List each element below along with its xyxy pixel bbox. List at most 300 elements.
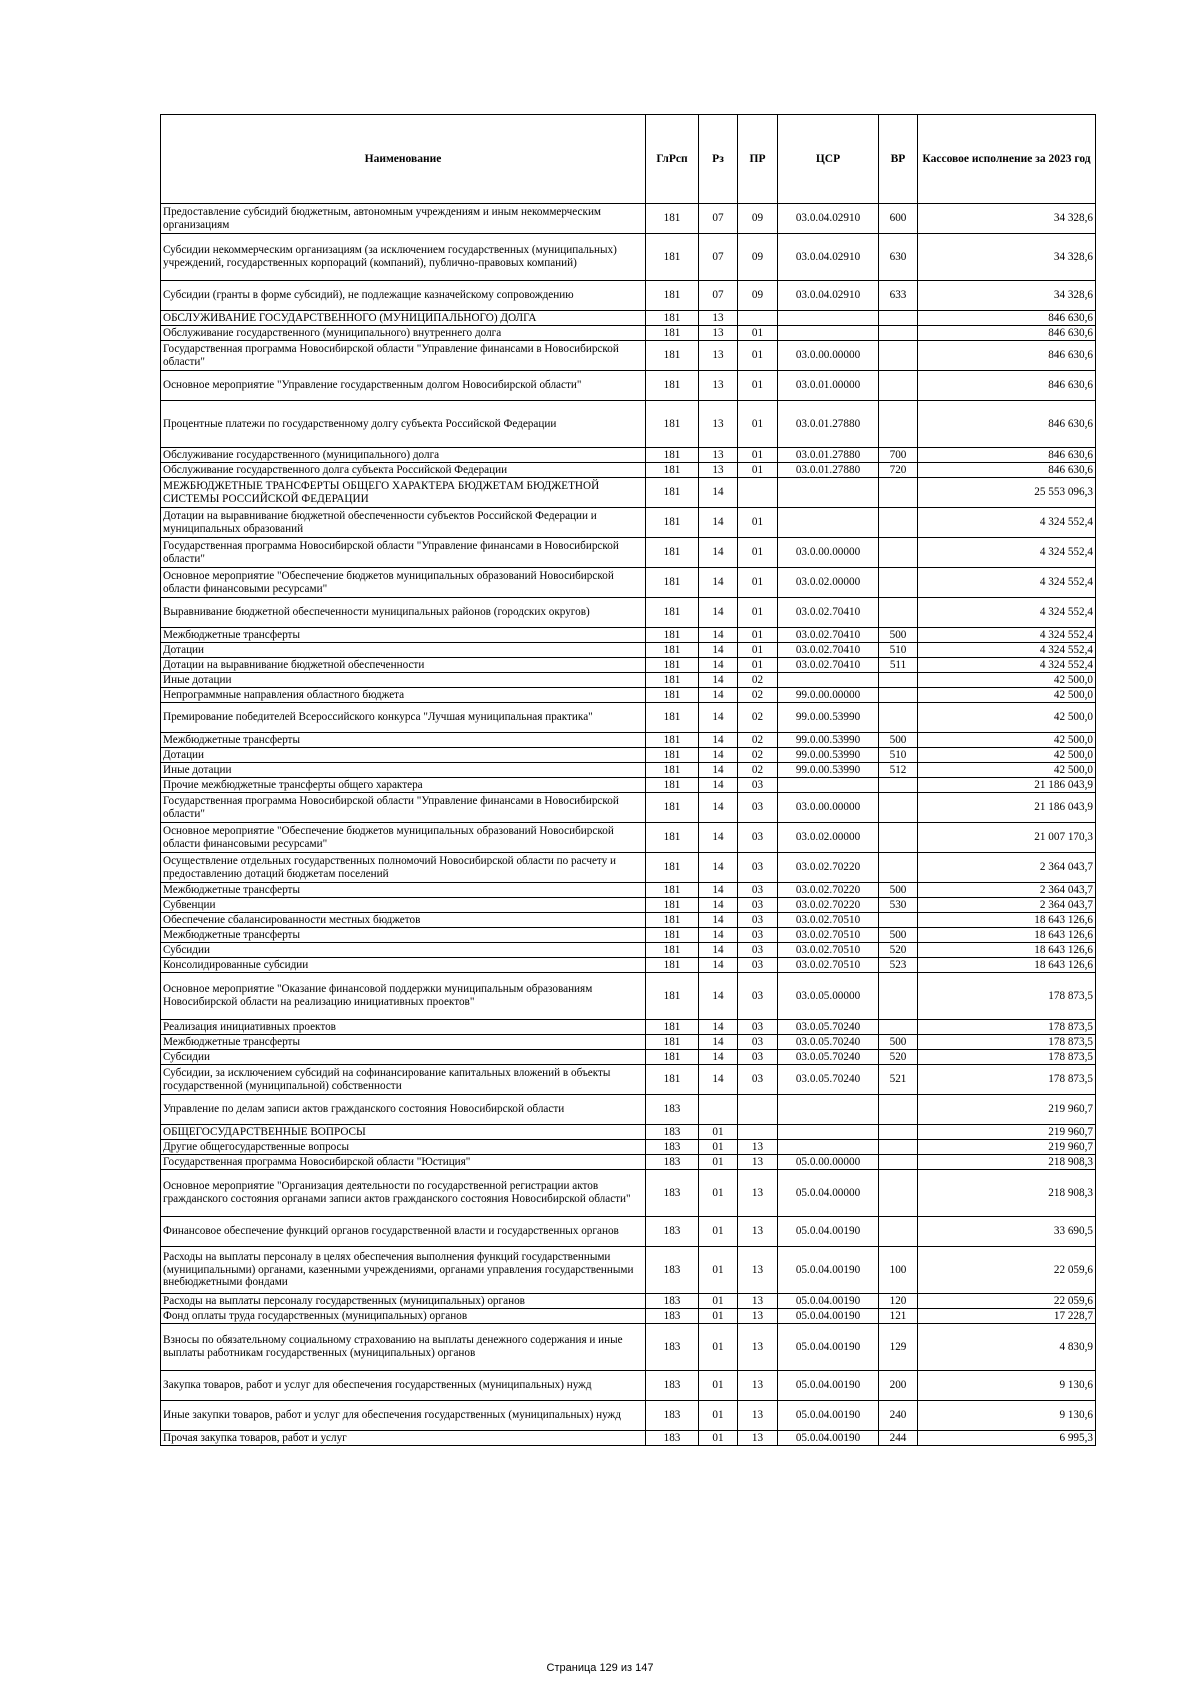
row-csr: 03.0.05.70240 bbox=[778, 1065, 879, 1095]
header-rz: Рз bbox=[699, 115, 738, 204]
row-glrsp: 183 bbox=[646, 1324, 699, 1371]
row-pr: 09 bbox=[738, 281, 778, 311]
row-name: Прочая закупка товаров, работ и услуг bbox=[161, 1431, 646, 1446]
row-rz: 07 bbox=[699, 281, 738, 311]
row-glrsp: 181 bbox=[646, 673, 699, 688]
row-vr bbox=[879, 823, 918, 853]
table-header-row bbox=[161, 115, 1096, 204]
row-amount: 219 960,7 bbox=[918, 1125, 1096, 1140]
row-pr: 09 bbox=[738, 204, 778, 234]
row-csr: 03.0.02.00000 bbox=[778, 823, 879, 853]
row-pr: 01 bbox=[738, 341, 778, 371]
row-csr: 03.0.04.02910 bbox=[778, 204, 879, 234]
row-pr: 01 bbox=[738, 448, 778, 463]
row-name: Прочие межбюджетные трансферты общего характера bbox=[161, 778, 646, 793]
row-amount: 4 324 552,4 bbox=[918, 628, 1096, 643]
row-amount: 218 908,3 bbox=[918, 1155, 1096, 1170]
row-glrsp: 181 bbox=[646, 658, 699, 673]
row-pr: 01 bbox=[738, 401, 778, 448]
row-csr: 03.0.02.70220 bbox=[778, 853, 879, 883]
row-amount: 4 324 552,4 bbox=[918, 658, 1096, 673]
row-glrsp: 183 bbox=[646, 1309, 699, 1324]
row-vr: 200 bbox=[879, 1371, 918, 1401]
table-row bbox=[161, 568, 1096, 598]
row-glrsp: 181 bbox=[646, 883, 699, 898]
row-rz: 01 bbox=[699, 1431, 738, 1446]
row-glrsp: 181 bbox=[646, 1050, 699, 1065]
row-name: Государственная программа Новосибирской области "Управление финансами в Новосибирской области" bbox=[161, 538, 646, 568]
row-amount: 4 324 552,4 bbox=[918, 643, 1096, 658]
row-amount: 9 130,6 bbox=[918, 1371, 1096, 1401]
row-amount: 4 830,9 bbox=[918, 1324, 1096, 1371]
row-pr: 03 bbox=[738, 958, 778, 973]
table-row bbox=[161, 538, 1096, 568]
row-csr: 99.0.00.53990 bbox=[778, 748, 879, 763]
row-vr bbox=[879, 913, 918, 928]
row-amount: 18 643 126,6 bbox=[918, 913, 1096, 928]
row-glrsp: 181 bbox=[646, 311, 699, 326]
row-amount: 846 630,6 bbox=[918, 401, 1096, 448]
table-row bbox=[161, 1065, 1096, 1095]
row-pr: 01 bbox=[738, 463, 778, 478]
row-name: Субсидии bbox=[161, 1050, 646, 1065]
row-pr bbox=[738, 311, 778, 326]
row-amount: 2 364 043,7 bbox=[918, 883, 1096, 898]
row-pr: 03 bbox=[738, 943, 778, 958]
row-glrsp: 181 bbox=[646, 853, 699, 883]
row-csr: 03.0.02.70410 bbox=[778, 643, 879, 658]
row-csr: 03.0.05.00000 bbox=[778, 973, 879, 1020]
row-glrsp: 183 bbox=[646, 1217, 699, 1247]
row-name: Основное мероприятие "Оказание финансовой поддержки муниципальным образованиям Новосибирской области на реализацию инициативных проектов" bbox=[161, 973, 646, 1020]
row-glrsp: 183 bbox=[646, 1095, 699, 1125]
row-vr: 600 bbox=[879, 204, 918, 234]
row-pr: 13 bbox=[738, 1170, 778, 1217]
row-amount: 846 630,6 bbox=[918, 341, 1096, 371]
table-row bbox=[161, 326, 1096, 341]
row-glrsp: 181 bbox=[646, 703, 699, 733]
row-name: Дотации на выравнивание бюджетной обеспеченности субъектов Российской Федерации и муниципальных образований bbox=[161, 508, 646, 538]
row-rz: 14 bbox=[699, 1035, 738, 1050]
table-row bbox=[161, 401, 1096, 448]
table-row bbox=[161, 508, 1096, 538]
row-glrsp: 181 bbox=[646, 371, 699, 401]
row-vr: 510 bbox=[879, 643, 918, 658]
row-pr: 03 bbox=[738, 1050, 778, 1065]
row-amount: 42 500,0 bbox=[918, 703, 1096, 733]
row-vr: 129 bbox=[879, 1324, 918, 1371]
row-pr: 03 bbox=[738, 973, 778, 1020]
row-name: Субсидии bbox=[161, 943, 646, 958]
row-rz: 13 bbox=[699, 401, 738, 448]
row-glrsp: 181 bbox=[646, 823, 699, 853]
row-csr bbox=[778, 673, 879, 688]
row-vr: 120 bbox=[879, 1294, 918, 1309]
row-glrsp: 181 bbox=[646, 958, 699, 973]
table-row bbox=[161, 673, 1096, 688]
table-row bbox=[161, 478, 1096, 508]
row-glrsp: 181 bbox=[646, 478, 699, 508]
row-rz: 14 bbox=[699, 1065, 738, 1095]
row-pr: 03 bbox=[738, 898, 778, 913]
table-body bbox=[161, 204, 1096, 1446]
row-rz: 14 bbox=[699, 913, 738, 928]
row-vr: 520 bbox=[879, 1050, 918, 1065]
row-pr: 03 bbox=[738, 913, 778, 928]
row-name: Непрограммные направления областного бюджета bbox=[161, 688, 646, 703]
row-name: Основное мероприятие "Управление государственным долгом Новосибирской области" bbox=[161, 371, 646, 401]
row-name: Расходы на выплаты персоналу в целях обеспечения выполнения функций государственными (муниципальными) органами, казенными учреждениями, органами управления государственными внебюджетными фондами bbox=[161, 1247, 646, 1294]
row-vr: 521 bbox=[879, 1065, 918, 1095]
row-csr: 03.0.05.70240 bbox=[778, 1020, 879, 1035]
row-rz: 01 bbox=[699, 1247, 738, 1294]
row-rz: 14 bbox=[699, 928, 738, 943]
header-pr: ПР bbox=[738, 115, 778, 204]
row-csr: 03.0.02.70410 bbox=[778, 628, 879, 643]
row-name: Иные дотации bbox=[161, 673, 646, 688]
row-rz: 13 bbox=[699, 311, 738, 326]
row-glrsp: 181 bbox=[646, 943, 699, 958]
row-vr: 244 bbox=[879, 1431, 918, 1446]
row-glrsp: 181 bbox=[646, 748, 699, 763]
row-name: Субсидии (гранты в форме субсидий), не подлежащие казначейскому сопровождению bbox=[161, 281, 646, 311]
row-pr: 01 bbox=[738, 538, 778, 568]
row-name: Межбюджетные трансферты bbox=[161, 733, 646, 748]
row-glrsp: 181 bbox=[646, 326, 699, 341]
row-pr: 02 bbox=[738, 703, 778, 733]
row-vr bbox=[879, 478, 918, 508]
row-pr: 13 bbox=[738, 1140, 778, 1155]
row-vr: 511 bbox=[879, 658, 918, 673]
row-csr: 05.0.04.00190 bbox=[778, 1217, 879, 1247]
row-vr: 500 bbox=[879, 928, 918, 943]
row-glrsp: 181 bbox=[646, 763, 699, 778]
row-pr: 13 bbox=[738, 1431, 778, 1446]
row-csr: 03.0.01.27880 bbox=[778, 401, 879, 448]
row-amount: 18 643 126,6 bbox=[918, 958, 1096, 973]
row-amount: 34 328,6 bbox=[918, 204, 1096, 234]
row-glrsp: 183 bbox=[646, 1125, 699, 1140]
table-row bbox=[161, 1401, 1096, 1431]
header-name: Наименование bbox=[161, 115, 646, 204]
row-glrsp: 181 bbox=[646, 1020, 699, 1035]
row-name: Реализация инициативных проектов bbox=[161, 1020, 646, 1035]
row-pr: 13 bbox=[738, 1371, 778, 1401]
row-pr bbox=[738, 1125, 778, 1140]
row-name: Основное мероприятие "Обеспечение бюджетов муниципальных образований Новосибирской области финансовыми ресурсами" bbox=[161, 823, 646, 853]
row-amount: 846 630,6 bbox=[918, 448, 1096, 463]
row-rz: 14 bbox=[699, 1020, 738, 1035]
row-amount: 4 324 552,4 bbox=[918, 598, 1096, 628]
table-row bbox=[161, 1050, 1096, 1065]
table-row bbox=[161, 598, 1096, 628]
row-rz: 14 bbox=[699, 703, 738, 733]
row-rz: 01 bbox=[699, 1217, 738, 1247]
table-row bbox=[161, 1020, 1096, 1035]
row-csr: 03.0.00.00000 bbox=[778, 793, 879, 823]
row-name: Выравнивание бюджетной обеспеченности муниципальных районов (городских округов) bbox=[161, 598, 646, 628]
row-name: Межбюджетные трансферты bbox=[161, 1035, 646, 1050]
row-amount: 178 873,5 bbox=[918, 1050, 1096, 1065]
row-pr: 03 bbox=[738, 793, 778, 823]
row-amount: 42 500,0 bbox=[918, 748, 1096, 763]
row-rz: 14 bbox=[699, 643, 738, 658]
row-amount: 18 643 126,6 bbox=[918, 928, 1096, 943]
row-csr: 03.0.04.02910 bbox=[778, 281, 879, 311]
row-rz: 14 bbox=[699, 763, 738, 778]
row-amount: 178 873,5 bbox=[918, 1065, 1096, 1095]
row-amount: 42 500,0 bbox=[918, 673, 1096, 688]
row-glrsp: 183 bbox=[646, 1140, 699, 1155]
table-row bbox=[161, 958, 1096, 973]
row-pr: 03 bbox=[738, 928, 778, 943]
row-name: Обслуживание государственного долга субъекта Российской Федерации bbox=[161, 463, 646, 478]
row-rz: 01 bbox=[699, 1309, 738, 1324]
row-pr: 01 bbox=[738, 628, 778, 643]
row-csr: 99.0.00.53990 bbox=[778, 763, 879, 778]
row-name: Обеспечение сбалансированности местных бюджетов bbox=[161, 913, 646, 928]
row-vr bbox=[879, 673, 918, 688]
row-csr: 99.0.00.53990 bbox=[778, 703, 879, 733]
row-pr bbox=[738, 1095, 778, 1125]
row-glrsp: 181 bbox=[646, 508, 699, 538]
row-pr: 03 bbox=[738, 883, 778, 898]
table-row bbox=[161, 658, 1096, 673]
row-name: Дотации bbox=[161, 748, 646, 763]
row-amount: 34 328,6 bbox=[918, 281, 1096, 311]
row-rz: 01 bbox=[699, 1140, 738, 1155]
row-glrsp: 181 bbox=[646, 598, 699, 628]
table-row bbox=[161, 341, 1096, 371]
row-name: Основное мероприятие "Организация деятельности по государственной регистрации актов гражданского состояния органами записи актов гражданского состояния Новосибирской области" bbox=[161, 1170, 646, 1217]
row-pr: 02 bbox=[738, 673, 778, 688]
table-row bbox=[161, 1140, 1096, 1155]
table-row bbox=[161, 973, 1096, 1020]
row-amount: 34 328,6 bbox=[918, 234, 1096, 281]
table-row bbox=[161, 1170, 1096, 1217]
header-glrsp: ГлРсп bbox=[646, 115, 699, 204]
row-csr bbox=[778, 1140, 879, 1155]
row-csr bbox=[778, 508, 879, 538]
row-amount: 22 059,6 bbox=[918, 1294, 1096, 1309]
row-amount: 846 630,6 bbox=[918, 371, 1096, 401]
row-vr bbox=[879, 793, 918, 823]
table-row bbox=[161, 913, 1096, 928]
row-amount: 25 553 096,3 bbox=[918, 478, 1096, 508]
row-csr: 05.0.04.00190 bbox=[778, 1431, 879, 1446]
row-pr: 01 bbox=[738, 371, 778, 401]
row-vr: 500 bbox=[879, 628, 918, 643]
row-amount: 42 500,0 bbox=[918, 733, 1096, 748]
row-vr bbox=[879, 538, 918, 568]
table-row bbox=[161, 1155, 1096, 1170]
row-name: МЕЖБЮДЖЕТНЫЕ ТРАНСФЕРТЫ ОБЩЕГО ХАРАКТЕРА БЮДЖЕТАМ БЮДЖЕТНОЙ СИСТЕМЫ РОССИЙСКОЙ ФЕДЕРАЦИИ bbox=[161, 478, 646, 508]
row-vr bbox=[879, 1020, 918, 1035]
row-pr: 01 bbox=[738, 326, 778, 341]
row-rz: 14 bbox=[699, 628, 738, 643]
row-csr: 03.0.04.02910 bbox=[778, 234, 879, 281]
row-pr: 03 bbox=[738, 1035, 778, 1050]
row-rz: 14 bbox=[699, 598, 738, 628]
table-row bbox=[161, 793, 1096, 823]
row-rz: 14 bbox=[699, 898, 738, 913]
row-rz: 14 bbox=[699, 568, 738, 598]
row-pr: 01 bbox=[738, 508, 778, 538]
row-csr: 05.0.04.00190 bbox=[778, 1309, 879, 1324]
row-glrsp: 181 bbox=[646, 793, 699, 823]
row-glrsp: 183 bbox=[646, 1155, 699, 1170]
row-csr: 99.0.00.00000 bbox=[778, 688, 879, 703]
header-csr: ЦСР bbox=[778, 115, 879, 204]
row-csr: 05.0.04.00190 bbox=[778, 1401, 879, 1431]
row-rz: 14 bbox=[699, 958, 738, 973]
table-row bbox=[161, 928, 1096, 943]
row-rz: 13 bbox=[699, 341, 738, 371]
row-pr: 03 bbox=[738, 853, 778, 883]
row-pr: 13 bbox=[738, 1155, 778, 1170]
row-vr: 630 bbox=[879, 234, 918, 281]
table-row bbox=[161, 898, 1096, 913]
row-vr: 500 bbox=[879, 1035, 918, 1050]
table-row bbox=[161, 463, 1096, 478]
row-glrsp: 181 bbox=[646, 733, 699, 748]
row-csr: 03.0.01.27880 bbox=[778, 463, 879, 478]
row-name: Межбюджетные трансферты bbox=[161, 883, 646, 898]
page-number: Страница 129 из 147 bbox=[546, 1662, 654, 1674]
row-rz: 14 bbox=[699, 793, 738, 823]
row-pr: 01 bbox=[738, 598, 778, 628]
row-amount: 18 643 126,6 bbox=[918, 943, 1096, 958]
row-rz: 01 bbox=[699, 1125, 738, 1140]
row-vr bbox=[879, 568, 918, 598]
row-rz: 07 bbox=[699, 234, 738, 281]
row-amount: 2 364 043,7 bbox=[918, 898, 1096, 913]
row-glrsp: 181 bbox=[646, 463, 699, 478]
row-vr: 121 bbox=[879, 1309, 918, 1324]
row-name: Государственная программа Новосибирской области "Управление финансами в Новосибирской области" bbox=[161, 793, 646, 823]
row-glrsp: 183 bbox=[646, 1371, 699, 1401]
row-csr: 03.0.01.27880 bbox=[778, 448, 879, 463]
row-amount: 846 630,6 bbox=[918, 463, 1096, 478]
row-name: Иные закупки товаров, работ и услуг для обеспечения государственных (муниципальных) нужд bbox=[161, 1401, 646, 1431]
row-pr: 13 bbox=[738, 1247, 778, 1294]
row-glrsp: 181 bbox=[646, 928, 699, 943]
row-amount: 178 873,5 bbox=[918, 1020, 1096, 1035]
table-row bbox=[161, 853, 1096, 883]
row-vr: 530 bbox=[879, 898, 918, 913]
row-amount: 219 960,7 bbox=[918, 1140, 1096, 1155]
row-csr: 03.0.02.00000 bbox=[778, 568, 879, 598]
row-pr: 02 bbox=[738, 733, 778, 748]
row-glrsp: 181 bbox=[646, 448, 699, 463]
row-glrsp: 183 bbox=[646, 1170, 699, 1217]
row-glrsp: 183 bbox=[646, 1247, 699, 1294]
row-rz: 14 bbox=[699, 883, 738, 898]
row-glrsp: 181 bbox=[646, 1065, 699, 1095]
row-pr: 02 bbox=[738, 763, 778, 778]
row-rz bbox=[699, 1095, 738, 1125]
row-vr: 523 bbox=[879, 958, 918, 973]
row-rz: 14 bbox=[699, 778, 738, 793]
row-rz: 13 bbox=[699, 448, 738, 463]
row-amount: 21 186 043,9 bbox=[918, 793, 1096, 823]
row-vr bbox=[879, 778, 918, 793]
table-row bbox=[161, 763, 1096, 778]
row-pr: 03 bbox=[738, 778, 778, 793]
row-vr: 100 bbox=[879, 1247, 918, 1294]
row-csr: 03.0.02.70510 bbox=[778, 958, 879, 973]
row-rz: 13 bbox=[699, 371, 738, 401]
row-pr: 02 bbox=[738, 748, 778, 763]
row-amount: 219 960,7 bbox=[918, 1095, 1096, 1125]
table-row bbox=[161, 281, 1096, 311]
row-pr: 13 bbox=[738, 1309, 778, 1324]
row-amount: 178 873,5 bbox=[918, 1035, 1096, 1050]
row-rz: 13 bbox=[699, 463, 738, 478]
row-glrsp: 181 bbox=[646, 628, 699, 643]
row-csr: 03.0.02.70410 bbox=[778, 658, 879, 673]
row-vr bbox=[879, 401, 918, 448]
row-name: Обслуживание государственного (муниципального) долга bbox=[161, 448, 646, 463]
row-rz: 14 bbox=[699, 733, 738, 748]
row-rz: 14 bbox=[699, 943, 738, 958]
row-amount: 846 630,6 bbox=[918, 311, 1096, 326]
row-csr: 03.0.00.00000 bbox=[778, 538, 879, 568]
row-name: ОБСЛУЖИВАНИЕ ГОСУДАРСТВЕННОГО (МУНИЦИПАЛЬНОГО) ДОЛГА bbox=[161, 311, 646, 326]
row-glrsp: 183 bbox=[646, 1294, 699, 1309]
row-name: Субсидии, за исключением субсидий на софинансирование капитальных вложений в объекты государственной (муниципальной) собственности bbox=[161, 1065, 646, 1095]
row-glrsp: 181 bbox=[646, 778, 699, 793]
row-vr bbox=[879, 311, 918, 326]
row-csr: 05.0.00.00000 bbox=[778, 1155, 879, 1170]
row-vr bbox=[879, 1155, 918, 1170]
row-csr: 05.0.04.00190 bbox=[778, 1294, 879, 1309]
row-glrsp: 181 bbox=[646, 281, 699, 311]
row-name: Консолидированные субсидии bbox=[161, 958, 646, 973]
row-csr: 05.0.04.00190 bbox=[778, 1371, 879, 1401]
header-vr: ВР bbox=[879, 115, 918, 204]
row-rz: 01 bbox=[699, 1401, 738, 1431]
row-rz: 14 bbox=[699, 508, 738, 538]
row-glrsp: 181 bbox=[646, 973, 699, 1020]
row-name: Межбюджетные трансферты bbox=[161, 928, 646, 943]
row-csr: 03.0.02.70510 bbox=[778, 928, 879, 943]
row-csr: 03.0.05.70240 bbox=[778, 1050, 879, 1065]
row-name: Процентные платежи по государственному долгу субъекта Российской Федерации bbox=[161, 401, 646, 448]
row-amount: 6 995,3 bbox=[918, 1431, 1096, 1446]
row-vr bbox=[879, 1095, 918, 1125]
table-row bbox=[161, 1217, 1096, 1247]
row-amount: 2 364 043,7 bbox=[918, 853, 1096, 883]
row-vr: 700 bbox=[879, 448, 918, 463]
row-glrsp: 181 bbox=[646, 1035, 699, 1050]
budget-table bbox=[160, 114, 1096, 1446]
table-row bbox=[161, 1324, 1096, 1371]
row-vr: 240 bbox=[879, 1401, 918, 1431]
row-name: Государственная программа Новосибирской области "Юстиция" bbox=[161, 1155, 646, 1170]
table-row bbox=[161, 643, 1096, 658]
row-rz: 01 bbox=[699, 1371, 738, 1401]
row-glrsp: 181 bbox=[646, 688, 699, 703]
row-csr: 05.0.04.00190 bbox=[778, 1324, 879, 1371]
row-name: Финансовое обеспечение функций органов государственной власти и государственных органов bbox=[161, 1217, 646, 1247]
row-glrsp: 181 bbox=[646, 341, 699, 371]
row-amount: 9 130,6 bbox=[918, 1401, 1096, 1431]
row-rz: 01 bbox=[699, 1155, 738, 1170]
row-pr: 13 bbox=[738, 1217, 778, 1247]
table-row bbox=[161, 688, 1096, 703]
row-rz: 14 bbox=[699, 1050, 738, 1065]
